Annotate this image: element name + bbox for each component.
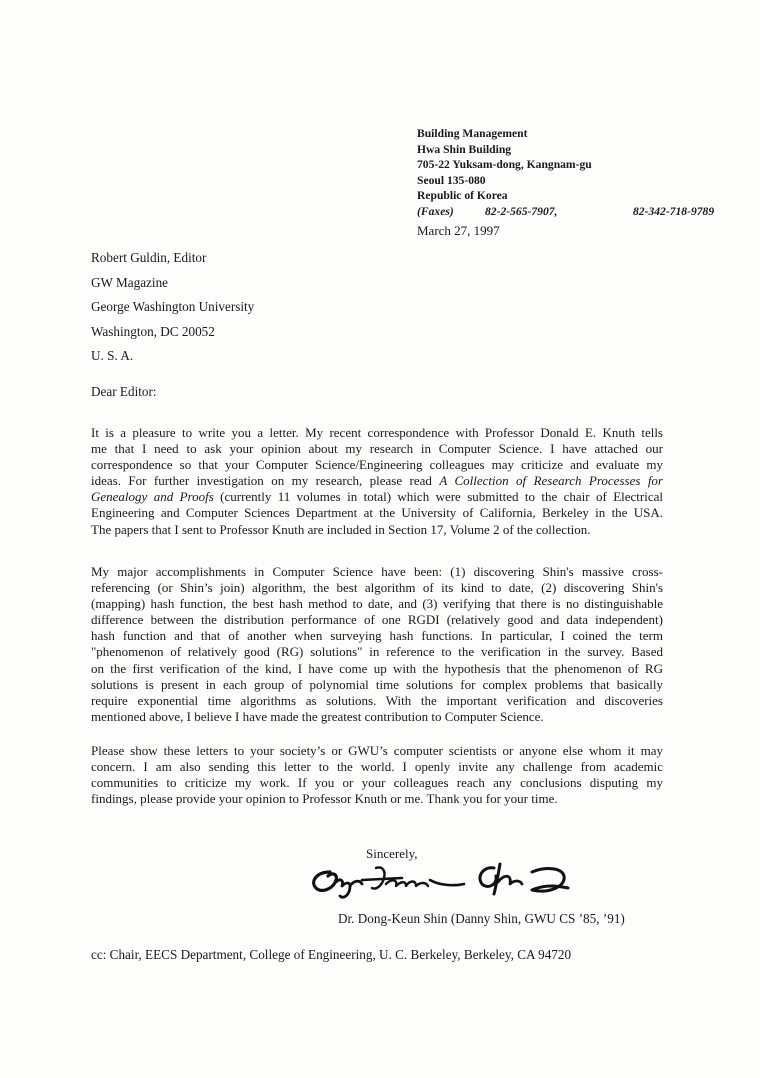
fax-number-2: 82-342-718-9789 <box>633 204 715 218</box>
handwritten-signature <box>306 850 576 902</box>
paragraph-line: (mapping) hash function, the best hash method to date, and (3) verifying that there is no distinguishable <box>91 596 663 612</box>
sender-address-block <box>417 126 714 220</box>
recipient-line: GW Magazine <box>91 274 169 290</box>
paragraph-1 <box>91 425 663 538</box>
paragraph-line: communities to criticize my work. If you or your colleagues reach any conclusions disputing my <box>91 775 663 791</box>
text-run: (currently 11 volumes in total) which were submitted to the chair of Electrical <box>213 489 663 505</box>
paragraph-line: It is a pleasure to write you a letter. My recent correspondence with Professor Donald E. Knuth tells <box>91 425 663 440</box>
sender-line: Seoul 135-080 <box>417 173 486 187</box>
paragraph-line: mentioned above, I believe I have made the greatest contribution to Computer Science. <box>91 708 544 724</box>
paragraph-line: "phenomenon of relatively good (RG) solutions" in reference to the verification in the survey. Based <box>91 644 663 660</box>
book-title-part-2: Genealogy and Proofs <box>91 489 214 505</box>
sender-line: Republic of Korea <box>417 189 508 203</box>
sender-line: Hwa Shin Building <box>417 142 512 156</box>
paragraph-line: correspondence so that your Computer Science/Engineering colleagues may criticize and evaluate my <box>91 457 663 473</box>
paragraph-line: Engineering and Computer Sciences Department at the University of California, Berkeley in the USA. <box>91 505 663 521</box>
recipient-line: George Washington University <box>91 299 255 315</box>
paragraph-line <box>91 473 663 489</box>
signer-name: Dr. Dong-Keun Shin (Danny Shin, GWU CS ’85, ’91) <box>338 911 625 926</box>
fax-label: (Faxes) <box>417 204 454 218</box>
recipient-address-block <box>91 246 254 369</box>
paragraph-2 <box>91 564 663 725</box>
paragraph-line: solutions is present in each group of polynomial time solutions for complex problems that basically <box>91 676 663 692</box>
salutation: Dear Editor: <box>91 384 157 399</box>
fax-number-1: 82-2-565-7907, <box>485 204 558 218</box>
paragraph-3 <box>91 743 663 807</box>
recipient-line: Robert Guldin, Editor <box>91 250 207 265</box>
book-title-part-1: A Collection of Research Processes for <box>439 473 663 489</box>
letter-date: March 27, 1997 <box>417 223 500 238</box>
fax-numbers <box>417 204 714 220</box>
paragraph-line: require exponential time algorithms as solutions. With the important verification and discoveries <box>91 692 663 708</box>
paragraph-line: me that I need to ask your opinion about my research in Computer Science. I have attached our <box>91 441 663 457</box>
text-run: ideas. For further investigation on my research, please read <box>91 473 440 489</box>
paragraph-line: My major accomplishments in Computer Science have been: (1) discovering Shin's massive cross- <box>91 564 663 579</box>
recipient-line: U. S. A. <box>91 348 134 364</box>
paragraph-line <box>91 489 663 505</box>
paragraph-line: hash function and that of another when surveying hash functions. In particular, I coined the term <box>91 628 663 644</box>
sender-line: Building Management <box>417 127 528 140</box>
paragraph-line: findings, please provide your opinion to Professor Knuth or me. Thank you for your time. <box>91 791 558 807</box>
paragraph-line: referencing (or Shin’s join) algorithm, the best algorithm of its kind to date, (2) discovering Shin's <box>91 580 663 596</box>
paragraph-line: Please show these letters to your society’s or GWU’s computer scientists or anyone else whom it may <box>91 743 663 758</box>
paragraph-line: The papers that I sent to Professor Knuth are included in Section 17, Volume 2 of the collection. <box>91 521 591 537</box>
cc-line: cc: Chair, EECS Department, College of Engineering, U. C. Berkeley, Berkeley, CA 94720 <box>91 947 572 962</box>
closing: Sincerely, <box>366 846 418 861</box>
paragraph-line: concern. I am also sending this letter to the world. I openly invite any challenge from academic <box>91 759 663 775</box>
paragraph-line: on the first verification of the kind, I have come up with the hypothesis that the phenomenon of RG <box>91 660 663 676</box>
recipient-line: Washington, DC 20052 <box>91 323 215 339</box>
paragraph-line: difference between the distribution performance of one RGDI (relatively good and data independent) <box>91 612 663 628</box>
sender-line: 705-22 Yuksam-dong, Kangnam-gu <box>417 158 592 172</box>
